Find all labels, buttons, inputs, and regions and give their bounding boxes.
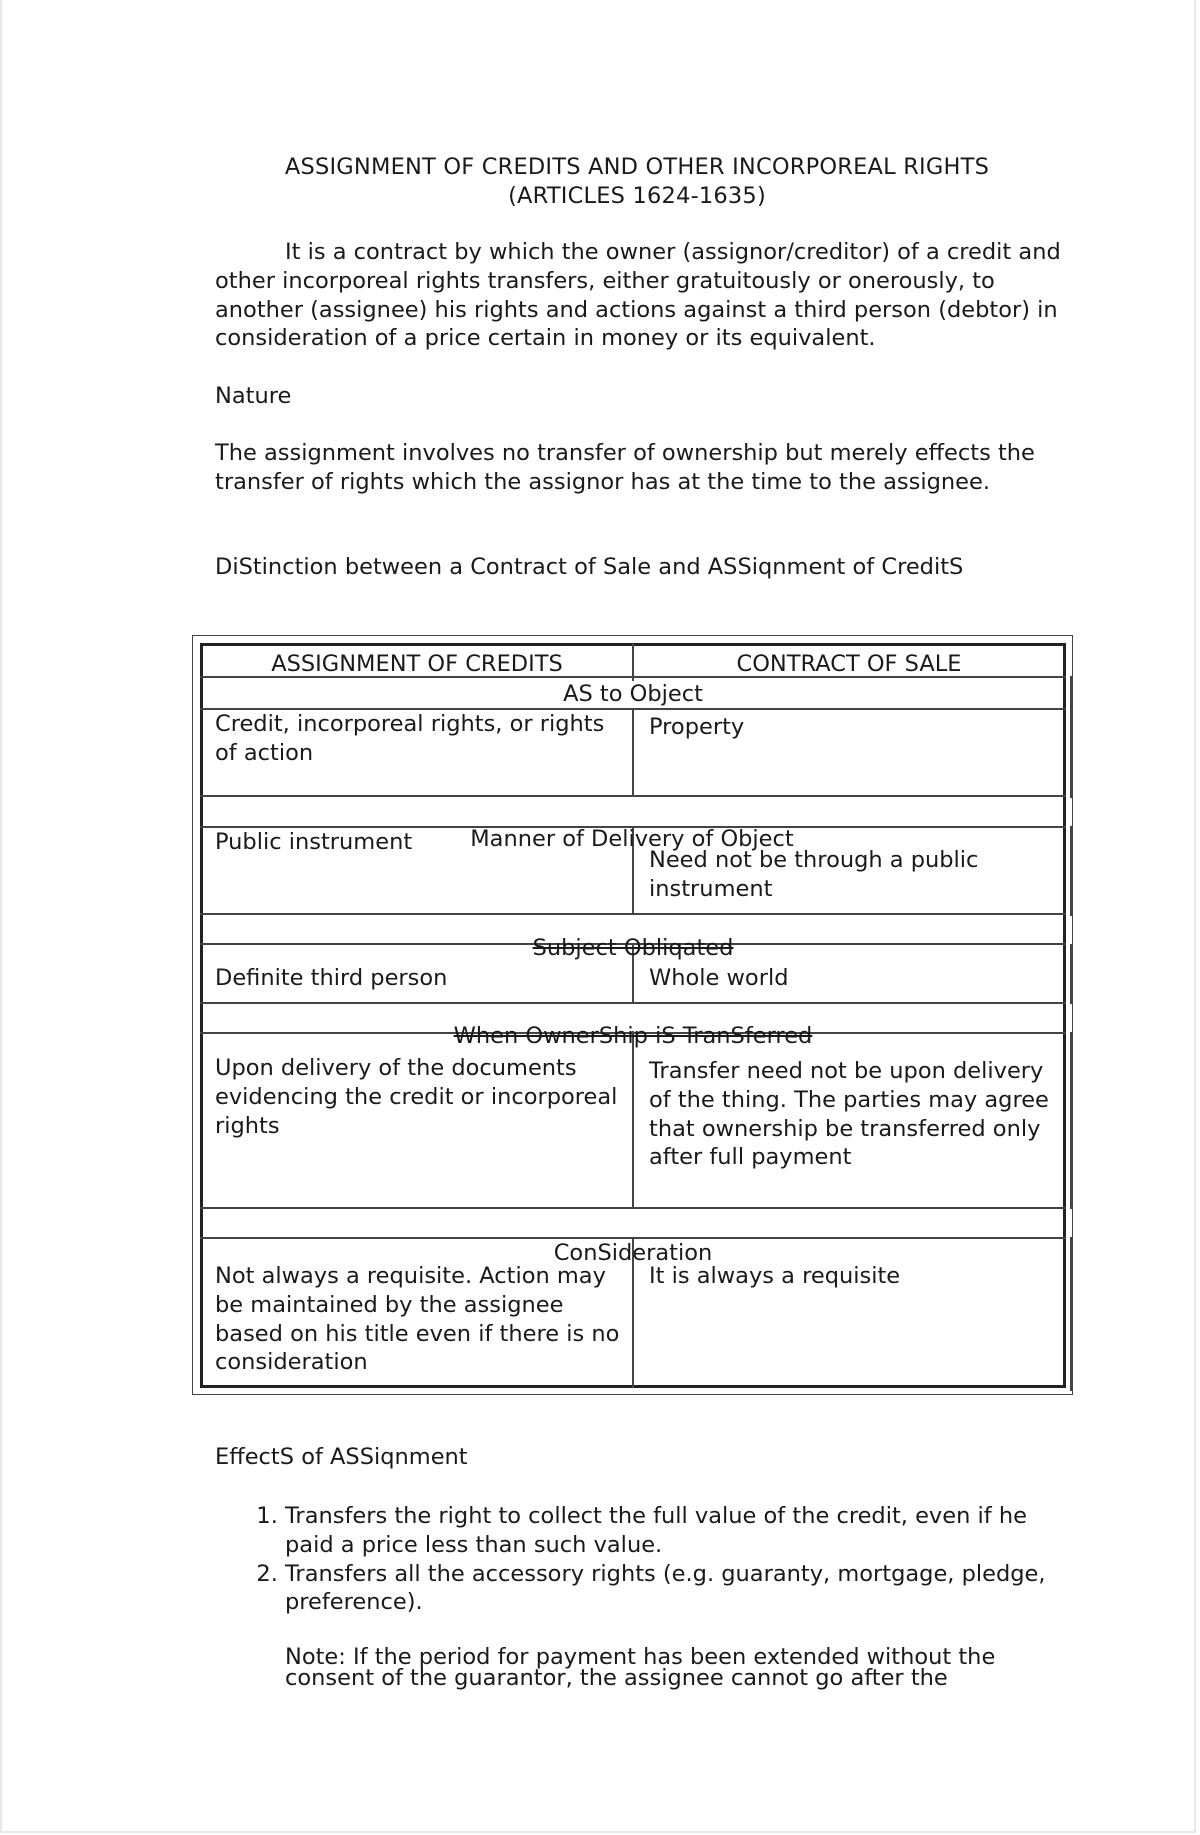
section-label: Subject Obliqated <box>532 935 734 961</box>
right-edge-mark <box>1070 944 1072 1004</box>
nature-paragraph: The assignment involves no transfer of ownership but merely effects the transfer of rights which the assignor has at the time to the assignee. <box>215 440 1035 495</box>
nature-heading: Nature <box>215 383 292 409</box>
effects-list <box>215 1502 1075 1617</box>
document-title <box>202 153 1072 211</box>
list-item: 1. Transfers the right to collect the full value of the credit, even if he paid a price less than such value. <box>285 1502 1075 1560</box>
row-divider <box>200 795 1066 797</box>
column-header-assignment: ASSIGNMENT OF CREDITS <box>271 651 563 677</box>
section-label: ConSideration <box>553 1240 713 1266</box>
table-cell-right: Property <box>649 714 745 740</box>
section-label: When OwnerShip iS TranSferred <box>453 1023 813 1049</box>
definition-paragraph: It is a contract by which the owner (assignor/creditor) of a credit and other incorporeal rights transfers, either gratuitously or onerously, to another (assignee) his rights and actions against a third person (debtor) in consideration of a price certain in money or its equivalent. <box>215 239 1061 352</box>
table-cell-left: Not always a requisite. Action may be maintained by the assignee based on his title even if there is no consideration <box>215 1263 620 1376</box>
row-divider <box>200 1237 1066 1239</box>
section-label: Manner of Delivery of Object <box>470 826 794 852</box>
table-cell-left: Credit, incorporeal rights, or rights of action <box>215 711 605 766</box>
column-divider <box>632 708 634 796</box>
table-cell-left: Definite third person <box>215 965 448 991</box>
row-divider <box>200 1002 1066 1004</box>
note-paragraph: Note: If the period for payment has been extended without the consent of the guarantor, the assignee cannot go after the <box>285 1644 996 1691</box>
section-label: AS to Object <box>563 681 703 707</box>
row-divider <box>200 1207 1066 1209</box>
right-edge-mark <box>1070 826 1072 916</box>
column-header-sale: CONTRACT OF SALE <box>736 651 962 677</box>
title-line-1: ASSIGNMENT OF CREDITS AND OTHER INCORPOREAL RIGHTS <box>284 154 990 180</box>
right-edge-mark <box>1070 676 1072 798</box>
row-divider <box>200 913 1066 915</box>
title-line-2: (ARTICLES 1624-1635) <box>508 183 766 209</box>
list-item: 2. Transfers all the accessory rights (e.g. guaranty, mortgage, pledge, preference). <box>285 1560 1075 1618</box>
table-cell-right: It is always a requisite <box>649 1263 901 1289</box>
table-cell-right: Whole world <box>649 965 789 991</box>
table-cell-right: Need not be through a public instrument <box>649 847 979 902</box>
right-edge-mark <box>1070 1032 1072 1209</box>
table-cell-left: Public instrument <box>215 829 413 855</box>
column-divider <box>632 1031 634 1208</box>
distinction-heading: DiStinction between a Contract of Sale and ASSiqnment of CreditS <box>215 554 964 580</box>
effects-heading: EffectS of ASSiqnment <box>215 1444 468 1470</box>
table-cell-right: Transfer need not be upon delivery of the thing. The parties may agree that ownership be transferred only after full payment <box>649 1058 1049 1171</box>
right-edge-mark <box>1070 1237 1072 1391</box>
table-cell-left: Upon delivery of the documents evidencing the credit or incorporeal rights <box>215 1055 618 1139</box>
